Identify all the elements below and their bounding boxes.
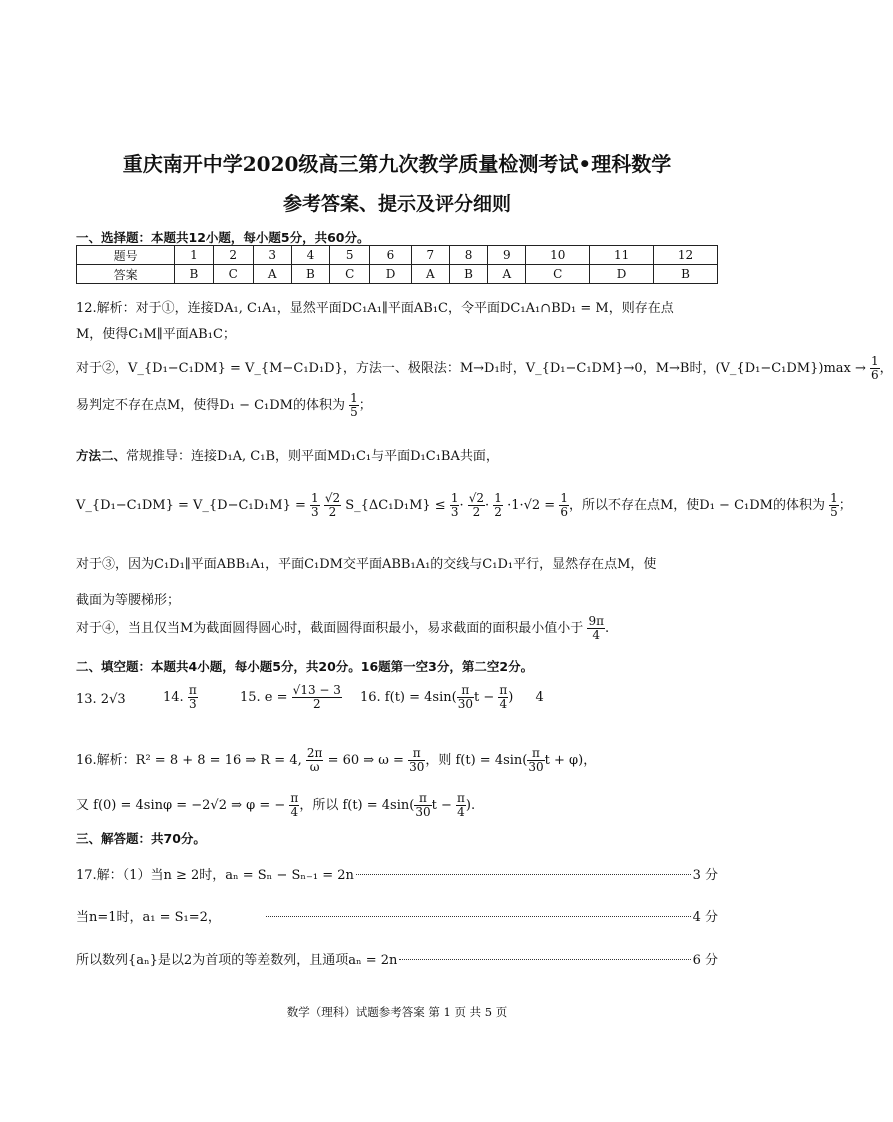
answer-cell: A — [411, 265, 449, 284]
q17-line-2 — [76, 906, 718, 925]
denominator: 3 — [311, 505, 319, 519]
q12-line-9 — [76, 615, 609, 642]
denominator: 2 — [472, 505, 481, 519]
question-number-cell: 4 — [291, 246, 330, 265]
denominator: 4 — [499, 697, 508, 711]
formula-part: V_{D₁−C₁DM} = V_{D−C₁D₁M} = — [76, 498, 306, 513]
answer-cell: B — [449, 265, 488, 284]
denominator: 5 — [830, 505, 838, 519]
numerator: 1 — [871, 354, 879, 368]
numerator: 1 — [450, 491, 459, 505]
denominator: 3 — [188, 697, 197, 711]
q12-line-3 — [76, 355, 893, 382]
numerator: √2 — [468, 491, 485, 505]
page-footer: 数学（理科）试题参考答案 第 1 页 共 5 页 — [286, 1005, 508, 1019]
answer-cell: B — [175, 265, 214, 284]
score: 4 分 — [692, 910, 718, 925]
answer-14 — [163, 684, 198, 711]
answer-cell: D — [590, 265, 654, 284]
denominator: 4 — [592, 628, 601, 642]
denominator: 5 — [350, 405, 358, 419]
document-title: 重庆南开中学2020级高三第九次教学质量检测考试•理科数学 — [122, 152, 672, 176]
numerator: π — [499, 683, 508, 697]
formula-part: t − — [431, 798, 452, 813]
fraction — [457, 684, 474, 711]
question-number-cell: 6 — [370, 246, 412, 265]
numerator: 2π — [306, 746, 323, 760]
formula-part: ，所以不存在点M，使D₁ − C₁DM的体积为 — [568, 498, 825, 513]
fraction — [870, 355, 880, 382]
fraction — [498, 684, 508, 711]
fraction-1-3 — [310, 492, 320, 519]
q12-line-5-text: 常规推导：连接D₁A, C₁B，则平面MD₁C₁与平面D₁C₁BA共面， — [126, 449, 499, 464]
formula-part: ). — [465, 798, 476, 813]
q16-line-1 — [76, 747, 596, 774]
punct: ， — [879, 361, 893, 376]
numerator: 1 — [350, 391, 358, 405]
fraction-1-3 — [450, 492, 460, 519]
denominator: ω — [309, 760, 320, 774]
fraction-sqrt2-2 — [468, 492, 485, 519]
score: 3 分 — [692, 868, 718, 883]
fraction — [414, 792, 431, 819]
denominator: 2 — [328, 505, 337, 519]
table-header-cell: 题号 — [77, 246, 175, 265]
fraction — [188, 684, 198, 711]
table-row-numbers — [77, 246, 718, 265]
q12-line-6: V_{D₁−C₁DM} = V_{D−C₁D₁M} = $\frac{1}{3}$ $\frac{√2}{2}$ S_{ΔC₁D₁M} ≤ $\frac{1}{3}$ · $\frac{√2}{2}$ · $\frac{1}{2}$ ·1·√2 = $\frac{1}{6}$ ，所以不存在点M，使D₁ − C₁DM的体积为 $\frac{1}{5}$ ； — [76, 491, 852, 519]
denominator: 4 — [457, 805, 465, 819]
formula-part: t + φ)， — [544, 753, 597, 768]
formula-part: ·1·√2 = — [507, 498, 556, 513]
q12-line-5 — [76, 445, 499, 464]
document-subtitle: 参考答案、提示及评分细则 — [282, 193, 511, 215]
question-number-cell: 3 — [253, 246, 291, 265]
section-1-heading: 一、选择题：本题共12小题，每小题5分，共60分。 — [76, 230, 370, 245]
q17-line-3 — [76, 949, 718, 968]
numerator: π — [290, 791, 299, 805]
fraction — [349, 392, 359, 419]
numerator: 9π — [588, 614, 604, 628]
denominator: 30 — [415, 805, 431, 819]
formula-part: ，所以 f(t) = 4sin( — [299, 798, 415, 813]
question-number-cell: 11 — [590, 246, 654, 265]
table-row-answers — [77, 265, 718, 284]
label: 14. — [163, 690, 184, 705]
question-number-cell: 7 — [411, 246, 449, 265]
numerator: 1 — [830, 491, 838, 505]
numerator: π — [188, 683, 197, 697]
punct: ； — [838, 498, 852, 513]
numerator: π — [457, 791, 465, 805]
question-number-cell: 8 — [449, 246, 488, 265]
formula-part: ，则 f(t) = 4sin( — [425, 753, 528, 768]
table-header-cell: 答案 — [77, 265, 175, 284]
fraction — [289, 792, 299, 819]
formula-part: ) — [508, 690, 514, 705]
fraction-1-5 — [829, 492, 839, 519]
answer-16-second: 4 — [535, 690, 544, 705]
numerator: π — [527, 747, 544, 761]
fraction — [306, 747, 324, 774]
q12-line-4-text: 易判定不存在点M，使得D₁ − C₁DM的体积为 — [76, 398, 345, 413]
denominator: 6 — [560, 505, 568, 519]
answer-cell: D — [370, 265, 412, 284]
q12-line-9-text: 对于④，当且仅当M为截面圆得圆心时，截面圆得面积最小，易求截面的面积最小值小于 — [76, 621, 584, 636]
question-number-cell: 12 — [654, 246, 718, 265]
formula-part: = 60 ⇒ ω = — [327, 753, 404, 768]
formula-part: t − — [473, 690, 495, 705]
question-number-cell: 1 — [175, 246, 214, 265]
denominator: 6 — [871, 368, 879, 382]
question-number-cell: 2 — [213, 246, 253, 265]
answer-cell: A — [253, 265, 291, 284]
question-number-cell: 5 — [330, 246, 370, 265]
q16-line-2 — [76, 792, 475, 819]
answer-cell: C — [526, 265, 590, 284]
fraction-1-2 — [493, 492, 503, 519]
punct: ； — [358, 398, 372, 413]
question-number-cell: 9 — [488, 246, 526, 265]
numerator: √13 − 3 — [292, 683, 341, 697]
answer-cell: B — [654, 265, 718, 284]
section-3-heading: 三、解答题：共70分。 — [76, 831, 206, 846]
dotted-leader — [266, 915, 691, 917]
numerator: √2 — [324, 491, 341, 505]
dotted-leader — [356, 873, 691, 875]
q17-line-1-text: 17.解：（1）当n ≥ 2时，aₙ = Sₙ − Sₙ₋₁ = 2n — [76, 868, 354, 883]
method-two-label: 方法二、 — [76, 448, 127, 463]
fraction — [527, 747, 544, 774]
numerator: π — [457, 684, 474, 698]
fraction — [408, 747, 425, 774]
numerator: 1 — [560, 491, 568, 505]
denominator: 3 — [450, 505, 459, 519]
q17-line-1 — [76, 864, 718, 883]
numerator: 1 — [494, 491, 502, 505]
denominator: 2 — [494, 505, 502, 519]
answer-16 — [360, 684, 544, 711]
answer-table — [76, 245, 718, 284]
dotted-leader — [399, 958, 690, 960]
q12-line-2: M，使得C₁M∥平面AB₁C； — [76, 327, 236, 342]
fraction — [456, 792, 466, 819]
q12-line-8: 截面为等腰梯形； — [76, 593, 181, 608]
label: 15. e = — [240, 690, 288, 705]
q12-line-4 — [76, 392, 372, 419]
formula-part: S_{ΔC₁D₁M} ≤ — [345, 498, 446, 513]
formula-part: 又 f(0) = 4sinφ = −2√2 ⇒ φ = − — [76, 798, 286, 813]
fraction — [587, 615, 605, 642]
denominator: 4 — [290, 805, 299, 819]
q12-line-3-text: 对于②，V_{D₁−C₁DM} = V_{M−C₁D₁D}，方法一、极限法：M→D₁时，V_{D₁−C₁DM}→0，M→B时，(V_{D₁−C₁DM})max → — [76, 361, 866, 376]
answer-13: 13. 2√3 — [76, 692, 126, 707]
denominator: 2 — [312, 697, 321, 711]
denominator: 30 — [528, 760, 544, 774]
score: 6 分 — [692, 953, 718, 968]
answer-cell: C — [330, 265, 370, 284]
numerator: 1 — [311, 491, 319, 505]
fraction — [292, 684, 342, 711]
answer-cell: C — [213, 265, 253, 284]
answer-15 — [240, 684, 342, 711]
numerator: π — [414, 792, 431, 806]
formula-part: 16.解析：R² = 8 + 8 = 16 ⇒ R = 4, — [76, 753, 302, 768]
denominator: 30 — [409, 760, 425, 774]
numerator: π — [408, 747, 425, 761]
q12-line-7: 对于③，因为C₁D₁∥平面ABB₁A₁，平面C₁DM交平面ABB₁A₁的交线与C₁D₁平行，显然存在点M，使 — [76, 557, 657, 572]
section-2-heading: 二、填空题：本题共4小题，每小题5分，共20分。16题第一空3分，第二空2分。 — [76, 659, 534, 674]
fraction-1-6 — [559, 492, 569, 519]
punct: . — [604, 621, 610, 636]
q17-line-2-text: 当n=1时，a₁ = S₁=2， — [76, 910, 221, 925]
fraction-sqrt2-2 — [324, 492, 341, 519]
label: 16. f(t) = 4sin( — [360, 690, 457, 705]
answer-cell: A — [488, 265, 526, 284]
denominator: 30 — [457, 697, 473, 711]
question-number-cell: 10 — [526, 246, 590, 265]
q17-line-3-text: 所以数列{aₙ}是以2为首项的等差数列，且通项aₙ = 2n — [76, 953, 398, 968]
q12-line-1: 12.解析：对于①，连接DA₁, C₁A₁，显然平面DC₁A₁∥平面AB₁C，令平面DC₁A₁∩BD₁ = M，则存在点 — [76, 301, 674, 316]
answer-cell: B — [291, 265, 330, 284]
